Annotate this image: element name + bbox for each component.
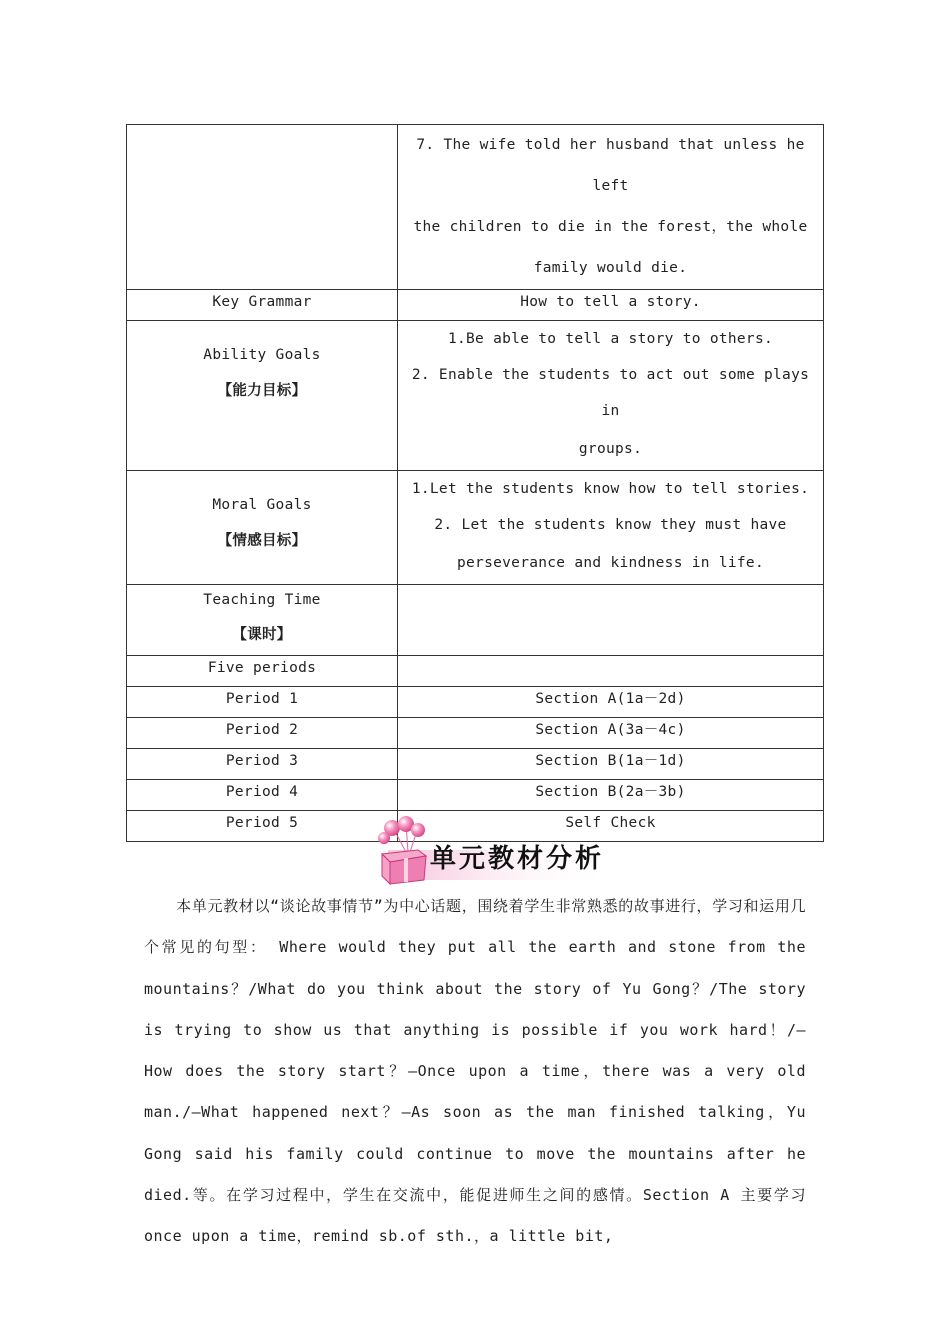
period-label: Period 3 (127, 749, 398, 780)
moral-goal-1: 1.Let the students know how to tell stories. (411, 481, 810, 497)
ability-goals-label (127, 321, 398, 471)
moral-goal-3: perseverance and kindness in life. (456, 555, 764, 571)
story-line-1: 7. The wife told her husband that unless he left (416, 137, 805, 194)
table-row (127, 125, 824, 290)
period-label: Period 1 (127, 687, 398, 718)
five-periods-value (398, 656, 824, 687)
unit-analysis-paragraph (144, 886, 806, 1258)
ability-goal-2: 2. Enable the students to act out some plays in (411, 367, 810, 419)
key-grammar-value: How to tell a story. (398, 290, 824, 321)
period-label: Period 5 (127, 811, 398, 842)
table-row (127, 687, 824, 718)
period-section: Self Check (398, 811, 824, 842)
teaching-time-en: Teaching Time (203, 592, 321, 608)
table-row (127, 471, 824, 585)
period-section: Section B(2a－3b) (398, 780, 824, 811)
lesson-plan-table (126, 124, 824, 842)
key-grammar-label: Key Grammar (127, 290, 398, 321)
section-banner (374, 816, 610, 888)
period-label: Period 2 (127, 718, 398, 749)
table-row (127, 780, 824, 811)
ability-goals-en: Ability Goals (203, 347, 321, 363)
teaching-time-label (127, 585, 398, 656)
five-periods-label: Five periods (127, 656, 398, 687)
moral-goals-en: Moral Goals (212, 497, 312, 513)
story-line-2: the children to die in the forest，the whole (413, 219, 808, 235)
table-row (127, 749, 824, 780)
table-row (127, 585, 824, 656)
period-label: Period 4 (127, 780, 398, 811)
table-row (127, 321, 824, 471)
table-row (127, 656, 824, 687)
table-row (127, 290, 824, 321)
ability-goal-3: groups. (578, 441, 643, 457)
story-point-cell (398, 125, 824, 290)
table-row (127, 718, 824, 749)
ability-goals-cn: 【能力目标】 (217, 383, 307, 399)
teaching-time-cn: 【课时】 (232, 627, 292, 643)
ability-goals-value (398, 321, 824, 471)
moral-goal-2: 2. Let the students know they must have (434, 517, 787, 533)
moral-goals-value (398, 471, 824, 585)
moral-goals-label (127, 471, 398, 585)
period-section: Section A(1a－2d) (398, 687, 824, 718)
table-cell-empty (127, 125, 398, 290)
period-section: Section A(3a－4c) (398, 718, 824, 749)
moral-goals-cn: 【情感目标】 (217, 533, 307, 549)
banner-title: 单元教材分析 (430, 844, 605, 874)
period-section: Section B(1a－1d) (398, 749, 824, 780)
paragraph-text: 本单元教材以“谈论故事情节”为中心话题，围绕着学生非常熟悉的故事进行，学习和运用几个常见的句型： Where would they put all the earth and stone from the mountains？/What do you think about the story of Yu Gong？/The story is trying to show us that anything is possible if you work hard！/—How does the story start？—Once upon a time，there was a very old man./—What happened next？—As soon as the man finished talking，Yu Gong said his family could continue to move the mountains after he died.等。在学习过程中，学生在交流中，能促进师生之间的感情。Section A 主要学习 once upon a time，remind sb.of sth.，a little bit, (144, 897, 806, 1246)
teaching-time-value (398, 585, 824, 656)
ability-goal-1: 1.Be able to tell a story to others. (447, 331, 774, 347)
story-line-3: family would die. (533, 260, 688, 276)
